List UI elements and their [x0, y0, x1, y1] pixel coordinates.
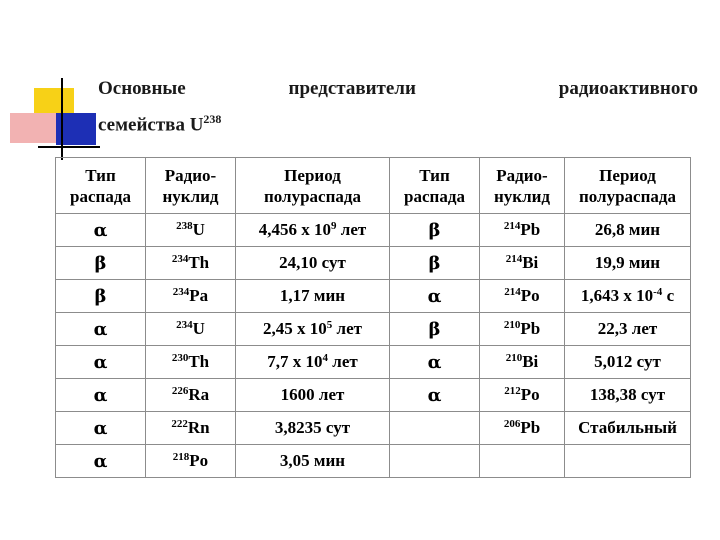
decay-type-cell: α [56, 412, 146, 445]
half-life-cell-2: 1,643 x $10^{-4}$ c [565, 280, 691, 313]
title-mass-number: 238 [203, 112, 222, 126]
nuclide-cell-2 [480, 445, 565, 478]
nuclide-cell: $^{218}$Po [146, 445, 236, 478]
table-row [56, 214, 691, 247]
decay-table [55, 157, 691, 478]
table-header-row [56, 158, 691, 214]
header-nuclide: Радио- нуклид [146, 158, 236, 214]
nuclide-cell: $^{234}$Th [146, 247, 236, 280]
decay-type-cell: α [56, 445, 146, 478]
decay-type-cell-2: α [390, 379, 480, 412]
title-line-2-text: семейства U [98, 114, 204, 136]
title-line-2 [98, 104, 698, 140]
nuclide-cell-2: $^{214}$Po [480, 280, 565, 313]
decay-type-cell: β [56, 280, 146, 313]
half-life-cell: 4,456 x $10^9$ лет [236, 214, 390, 247]
decay-type-cell: α [56, 379, 146, 412]
half-life-cell-2: Стабильный [565, 412, 691, 445]
title-word-3: радиоактивного [558, 78, 698, 99]
table-row [56, 445, 691, 478]
table-row [56, 412, 691, 445]
nuclide-cell-2: $^{214}$Bi [480, 247, 565, 280]
nuclide-cell-2: $^{206}$Pb [480, 412, 565, 445]
decor-pink-square [10, 113, 56, 143]
header-half-life-2: Период полураспада [565, 158, 691, 214]
nuclide-cell: $^{234}$U [146, 313, 236, 346]
table-row [56, 280, 691, 313]
header-decay-type: Тип распада [56, 158, 146, 214]
half-life-cell-2 [565, 445, 691, 478]
nuclide-cell: $^{230}$Th [146, 346, 236, 379]
decay-type-cell-2 [390, 412, 480, 445]
title-word-1: Основные [98, 78, 186, 99]
slide-title [98, 74, 698, 140]
decay-type-cell-2: β [390, 214, 480, 247]
half-life-cell: 7,7 x $10^4$ лет [236, 346, 390, 379]
header-nuclide-2: Радио- нуклид [480, 158, 565, 214]
nuclide-cell: $^{222}$Rn [146, 412, 236, 445]
half-life-cell-2: 5,012 сут [565, 346, 691, 379]
table-row [56, 313, 691, 346]
header-half-life: Период полураспада [236, 158, 390, 214]
decay-type-cell-2: β [390, 313, 480, 346]
decay-type-cell-2: α [390, 346, 480, 379]
nuclide-cell-2: $^{212}$Po [480, 379, 565, 412]
decay-type-cell: α [56, 313, 146, 346]
header-decay-type-2: Тип распада [390, 158, 480, 214]
half-life-cell-2: 26,8 мин [565, 214, 691, 247]
decay-type-cell-2 [390, 445, 480, 478]
nuclide-cell-2: $^{214}$Pb [480, 214, 565, 247]
half-life-cell-2: 22,3 лет [565, 313, 691, 346]
decay-type-cell: β [56, 247, 146, 280]
half-life-cell: 24,10 сут [236, 247, 390, 280]
decay-type-cell: α [56, 214, 146, 247]
half-life-cell-2: 138,38 сут [565, 379, 691, 412]
title-line-1 [98, 74, 698, 104]
half-life-cell: 1,17 мин [236, 280, 390, 313]
nuclide-cell-2: $^{210}$Pb [480, 313, 565, 346]
table-row [56, 247, 691, 280]
decay-type-cell: α [56, 346, 146, 379]
half-life-cell-2: 19,9 мин [565, 247, 691, 280]
decay-type-cell-2: β [390, 247, 480, 280]
nuclide-cell: $^{226}$Ra [146, 379, 236, 412]
nuclide-cell-2: $^{210}$Bi [480, 346, 565, 379]
title-word-2: представители [288, 78, 416, 99]
nuclide-cell: $^{234}$Pa [146, 280, 236, 313]
decay-type-cell-2: α [390, 280, 480, 313]
nuclide-cell: $^{238}$U [146, 214, 236, 247]
half-life-cell: 2,45 x $10^5$ лет [236, 313, 390, 346]
table-row [56, 346, 691, 379]
decor-horizontal-line [38, 146, 100, 148]
half-life-cell: 3,8235 сут [236, 412, 390, 445]
table-row [56, 379, 691, 412]
half-life-cell: 1600 лет [236, 379, 390, 412]
half-life-cell: 3,05 мин [236, 445, 390, 478]
